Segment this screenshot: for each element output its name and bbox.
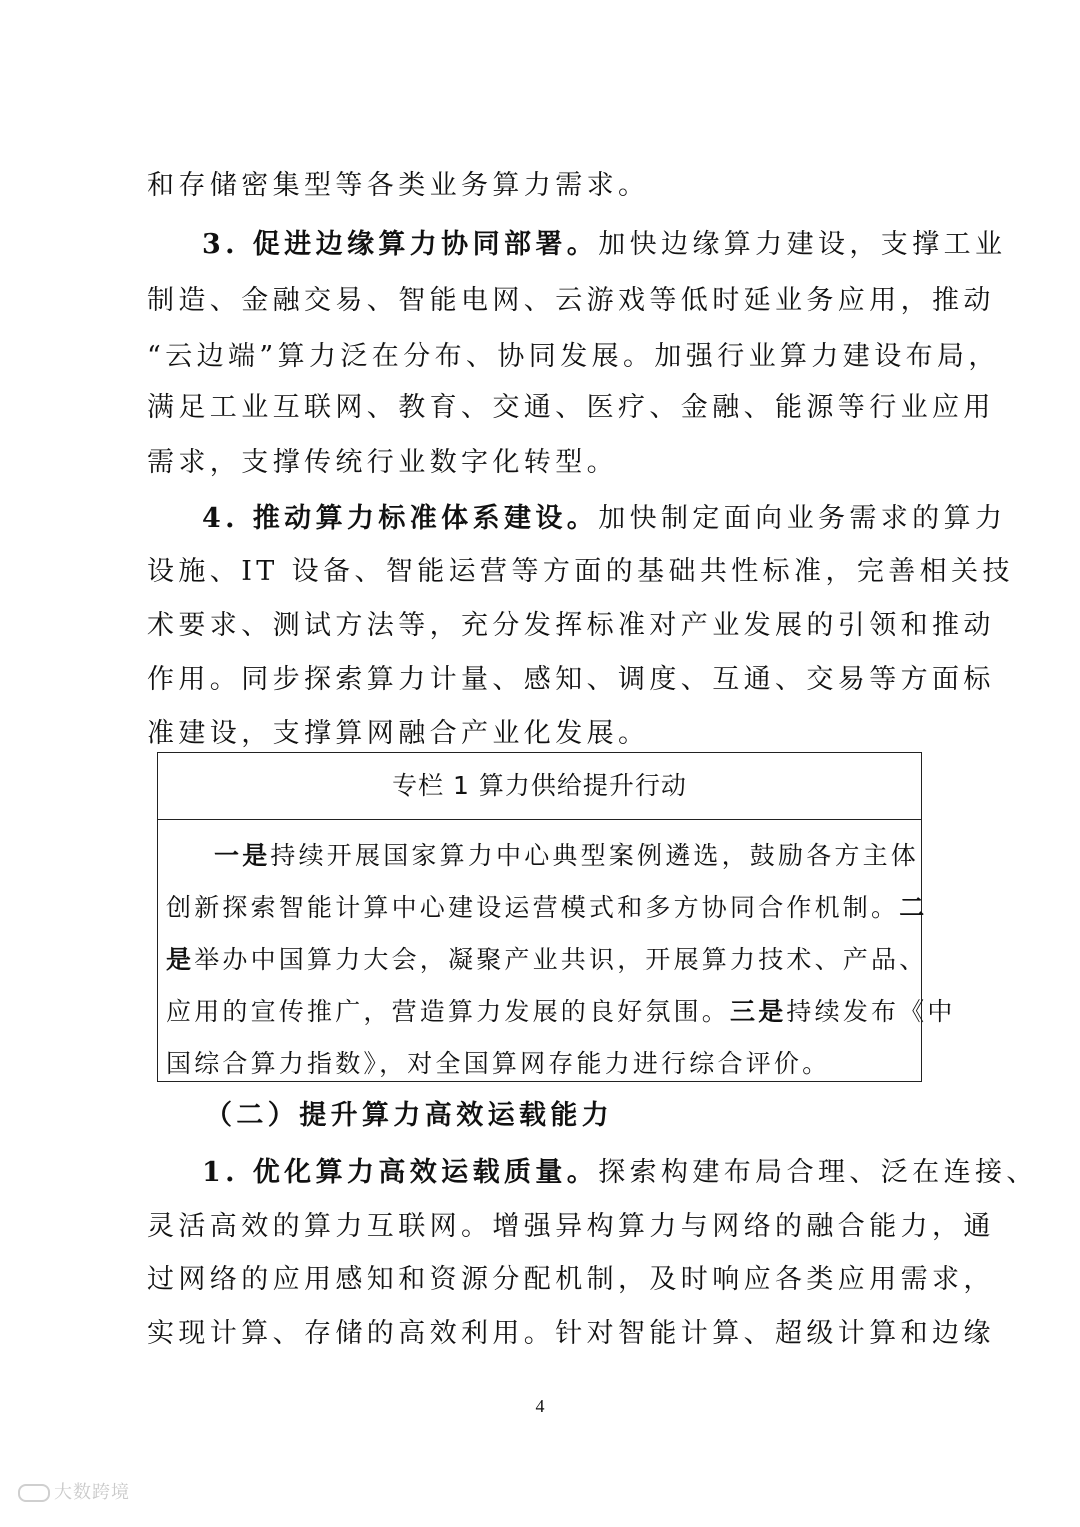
bold-text: （二）提升算力高效运载能力 xyxy=(205,1100,614,1131)
text-run: 过网络的应用感知和资源分配机制，及时响应各类应用需求， xyxy=(147,1264,995,1295)
text-run: 设施、IT 设备、智能运营等方面的基础共性标准，完善相关技 xyxy=(147,556,1014,587)
text-line xyxy=(147,610,1080,642)
bold-text: 4. 推动算力标准体系建设。 xyxy=(202,503,599,534)
text-run: 和存储密集型等各类业务算力需求。 xyxy=(147,170,650,201)
text-run: 满足工业互联网、教育、交通、医疗、金融、能源等行业应用 xyxy=(147,392,995,423)
text-line xyxy=(147,285,1080,317)
text-line xyxy=(202,229,1080,261)
bold-text: 三是 xyxy=(730,997,787,1026)
bold-text: 二 xyxy=(899,893,928,922)
bold-text: 一是 xyxy=(214,841,271,870)
bold-text: 3. 促进边缘算力协同部署。 xyxy=(202,229,599,260)
box-text-line xyxy=(166,997,956,1027)
bold-text: 是 xyxy=(166,945,195,974)
text-line xyxy=(147,1211,1080,1243)
text-run: 制造、金融交易、智能电网、云游戏等低时延业务应用，推动 xyxy=(147,285,995,316)
text-line xyxy=(147,341,1080,373)
watermark-text: 大数跨境 xyxy=(54,1482,130,1503)
text-run: 持续开展国家算力中心典型案例遴选，鼓励各方主体 xyxy=(270,841,920,870)
text-line xyxy=(147,447,1080,479)
text-run: 创新探索智能计算中心建设运营模式和多方协同合作机制。 xyxy=(166,893,900,922)
box-text-line xyxy=(166,1049,916,1079)
text-run: 国综合算力指数》，对全国算网存能力进行综合评价。 xyxy=(166,1049,831,1078)
text-run: 灵活高效的算力互联网。增强异构算力与网络的融合能力，通 xyxy=(147,1211,995,1242)
text-line xyxy=(147,1264,1080,1296)
text-run: 术要求、测试方法等，充分发挥标准对产业发展的引领和推动 xyxy=(147,610,995,641)
box-title: 专栏 1 算力供给提升行动 xyxy=(158,753,921,820)
text-line xyxy=(147,718,1080,750)
text-line xyxy=(202,1157,1080,1189)
text-run: 探索构建布局合理、泛在连接、 xyxy=(598,1157,1038,1188)
text-run: 举办中国算力大会，凝聚产业共识，开展算力技术、产品、 xyxy=(194,945,928,974)
text-line xyxy=(147,664,1080,696)
text-line xyxy=(202,503,1080,535)
text-run: 加快边缘算力建设，支撑工业 xyxy=(598,229,1007,260)
text-run: 加快制定面向业务需求的算力 xyxy=(598,503,1007,534)
text-run: 需求，支撑传统行业数字化转型。 xyxy=(147,447,618,478)
text-run: 应用的宣传推广，营造算力发展的良好氛围。 xyxy=(166,997,731,1026)
box-text-line xyxy=(166,945,928,975)
box-text-line xyxy=(166,893,928,923)
sidebar-box xyxy=(157,752,956,1082)
text-run: 准建设，支撑算网融合产业化发展。 xyxy=(147,718,650,749)
watermark xyxy=(18,1478,130,1504)
text-line xyxy=(147,170,1080,202)
text-run: 作用。同步探索算力计量、感知、调度、互通、交易等方面标 xyxy=(147,664,995,695)
text-line xyxy=(205,1100,1080,1132)
text-line xyxy=(147,556,1080,588)
watermark-logo-icon xyxy=(18,1484,50,1502)
page-number: 4 xyxy=(535,1396,545,1416)
text-run: “云边端”算力泛在分布、协同发展。加强行业算力建设布局， xyxy=(147,341,1000,372)
text-line xyxy=(147,392,1080,424)
text-line xyxy=(147,1318,1080,1350)
text-run: 持续发布《中 xyxy=(786,997,956,1026)
bold-text: 1. 优化算力高效运载质量。 xyxy=(202,1157,599,1188)
text-run: 实现计算、存储的高效利用。针对智能计算、超级计算和边缘 xyxy=(147,1318,995,1349)
box-text-line xyxy=(214,841,964,871)
